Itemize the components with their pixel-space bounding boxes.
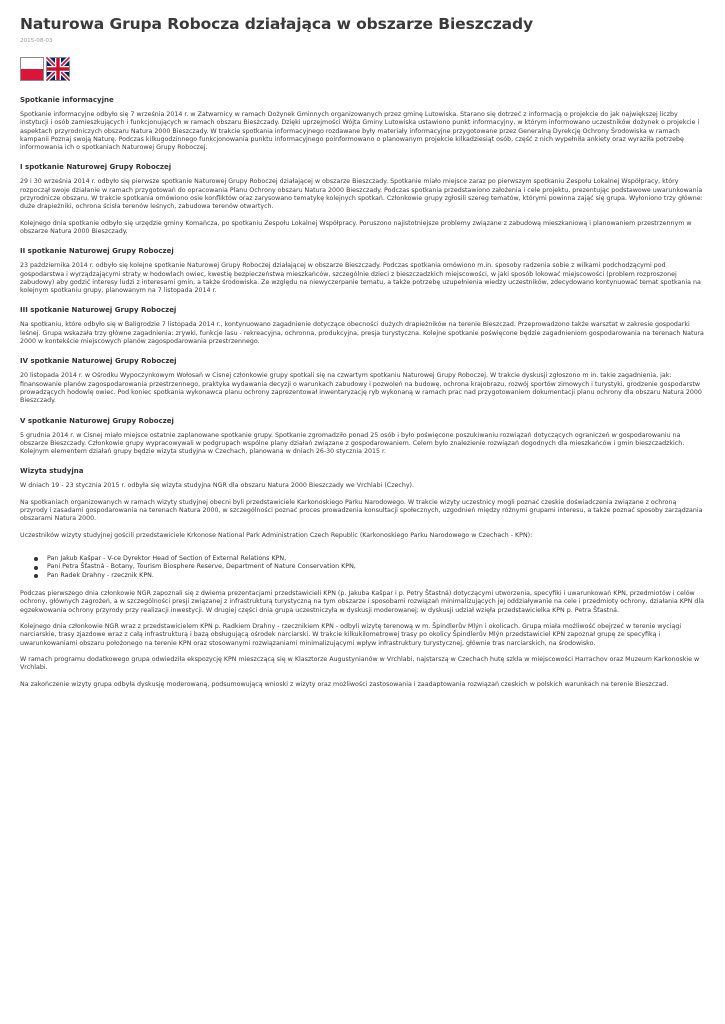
language-en-link[interactable]: [46, 57, 70, 81]
section-paragraph: Na spotkaniu, które odbyło się w Baligrodzie 7 listopada 2014 r., kontynuowano zagadnienie dotyczące obecności dużych drapieżników na terenie Bieszczad. Przeprowadzono także warsztat w zakresie gospodarki leśnej. Grupa wskazała trzy główne zagadnienia: zrywki, funkcje lasu - rekreacyjna, ochronna, produkcyjna, presja turystyczna. Kolejne spotkanie poświęcone będzie zagadnieniom gospodarowania na terenach Natura 2000 w kontekście miejscowych planów zagospodarowania przestrzennego.: [20, 321, 704, 346]
section-heading: II spotkanie Naturowej Grupy Roboczej: [20, 247, 174, 256]
uk-flag-icon: [46, 57, 70, 81]
section-heading: III spotkanie Naturowej Grupy Roboczej: [20, 306, 177, 315]
section-heading: IV spotkanie Naturowej Grupy Roboczej: [20, 357, 177, 366]
section-paragraph: Spotkanie informacyjne odbyło się 7 września 2014 r. w Zatwarnicy w ramach Dożynek Gminnych organizowanych przez gminę Lutowiska. Starano się dotrzeć z informacją o projekcie do jak największej liczby instytucji i osób zamieszkujących i funkcjonujących w ramach obszaru Bieszczady. Dzięki uprzejmości Wójta Gminy Lutowiska ustawiono punkt informacyjny, w którym informowano uczestników dożynek o projekcie i aspektach przyrodniczych obszaru Natura 2000 Bieszczady. W trakcie spotkania informacyjnego rozdawane były materiały informacyjne przygotowane przez Generalną Dyrekcję Ochrony Środowiska w ramach kampanii Poznaj swoją Naturę. Podczas kilkugodzinnego funkcjonowania punktu informacyjnego poinformowano o planowanym projekcie kilkadziesiąt osób, część z nich wypełniła ankiety oraz wyraziła potrzebę informowania ich o spotkaniach Naturowej Grupy Roboczej.: [20, 111, 700, 152]
section-paragraph: 23 października 2014 r. odbyło się kolejne spotkanie Naturowej Grupy Roboczej działającej w obszarze Bieszczady. Podczas spotkania omówiono m.in. sposoby radzenia sobie z wilkami podchodzącymi pod gospodarstwa i wyrządzającymi straty w hodowlach owiec, kwestię bezpieczeństwa mieszkańców, szczególnie dzieci z bieszczadzkich miejscowości, w jaki sposób lokować miejscowości (problem rozproszonej zabudowy) aby godzić interesy ludzi z interesami gmin, a także środowiska. Ze względu na niewyczerpanie tematu, a także potrzebę uzupełnienia wiedzy uczestników, zdecydowano kontynuować temat spotkania na kolejnym spotkaniu grupy, planowanym na 7 listopada 2014 r.: [20, 262, 701, 295]
section-paragraph: Podczas pierwszego dnia członkowie NGR zapoznali się z dwiema prezentacjami przedstawicieli KPN (p. Jakuba Kašpar i p. Petry Šťastná) dotyczącymi utworzenia, specyfiki i uwarunkowań KPN, przedmiotów i celów ochrony, głównych zagrożeń, a w szczególności presji związanej z infrastrukturą turystyczną na tym obszarze i sposobami rozwiązań minimalizujących jej oddziaływanie na cele i przedmioty ochrony, działania KPN dla egzekwowania ochrony przyrody przy realizacji inwestycji. W drugiej części dnia grupa uczestniczyła w dyskusji moderowanej; w dyskusji udział wzięła przedstawicielka KPN p. Petra Šťastná.: [20, 590, 704, 614]
section-paragraph: 29 i 30 września 2014 r. odbyło się pierwsze spotkanie Naturowej Grupy Roboczej działającej w obszarze Bieszczady. Spotkanie miało miejsce zaraz po pierwszym spotkaniu Zespołu Lokalnej Współpracy, który rozpoczął swoje działanie w ramach przygotowań do opracowania Planu Ochrony obszaru Natura 2000 Bieszczady. Podczas spotkania przedstawiono założenia i cele projektu, prezentując podstawowe uwarunkowania przyrodnicze obszaru. W trakcie spotkania omówiono osie konfliktów oraz zarysowano tematykę kolejnych spotkań. Członkowie grupy zgłosili szereg tematów, którymi powinna zająć się grupa. Wyłoniono trzy główne: duże drapieżniki, ochrona ścisła terenów leśnych, zabudowa terenów otwartych.: [20, 178, 703, 211]
polish-flag-icon: [20, 57, 44, 81]
section-paragraph: Uczestników wizyty studyjnej gościli przedstawiciele Krkonose National Park Administration Czech Republic (Karkonoskiego Parku Narodowego w Czechach - KPN):: [20, 531, 533, 539]
participant-list: [20, 555, 705, 580]
list-item: Pan Radek Drahny - rzecznik KPN.: [47, 572, 705, 580]
section-paragraph: W dniach 19 - 23 stycznia 2015 r. odbyła się wizyta studyjna NGR dla obszaru Natura 2000 Bieszczady we Vrchlabi (Czechy).: [20, 482, 415, 490]
section-paragraph: Kolejnego dnia spotkanie odbyło się urzędzie gminy Komańcza, po spotkaniu Zespołu Lokalnej Współpracy. Poruszono najistotniejsze problemy związane z zabudową mieszkaniową i planowaniem przestrzennym w obszarze Natura 2000 Bieszczady.: [20, 219, 692, 235]
list-item: Pan Jakub Kašpar - V-ce Dyrektor Head of Section of External Relations KPN,: [47, 555, 705, 563]
section-paragraph: Na spotkaniach organizowanych w ramach wizyty studyjnej obecni byli przedstawiciele Karkonoskiego Parku Narodowego. W trakcie wizyty uczestnicy mogli poznać czeskie doświadczenia związane z ochroną przyrody i zasadami gospodarowania na terenach Natura 2000, w szczególności poznać proces prowadzenia konsultacji społecznych, uzgodnień między różnymi grupami interesu, a także poznać sposoby zarządzania obszarami Natura 2000.: [20, 498, 703, 523]
section-paragraph: 20 listopada 2014 r. w Ośrodku Wypoczynkowym Wołosań w Cisnej członkowie grupy spotkali się na czwartym spotkaniu Naturowej Grupy Roboczej. W trakcie dyskusji zgłoszono m in. takie zagadnienia, jak: finansowanie planów zagospodarowania przestrzennego, praktyka wydawania decyzji o warunkach zabudowy i pozwoleń na budowę, ochrona krajobrazu, rozwój sportów zimowych i turystyki, grodzenie gospodarstw prowadzących hodowlę owiec. Pod koniec spotkania wykonawca planu ochrony zaprezentował inwentaryzację ryb wykonaną w ramach prac nad przygotowaniem dokumentacji planu ochrony dla obszaru Natura 2000 Bieszczady.: [20, 372, 702, 405]
section-heading: Spotkanie informacyjne: [20, 96, 114, 104]
section-paragraph: Kolejnego dnia członkowie NGR wraz z przedstawicielem KPN p. Radkiem Drahny - rzecznikiem KPN - odbyli wizytę terenową w m. Špindlerův Mlýn i okolicach. Grupa miała możliwość obejrzeć w terenie wyciągi narciarskie, trasy zjazdowe wraz z całą infrastrukturą i bazą obsługującą ośrodek narciarski. W trakcie kilkukilometrowej trasy po okolicy Špindlerův Mlýn przedstawiciel KPN zapoznał grupę ze specyfiką i uwarunkowaniami obszaru położonego na terenie KPN oraz stosowanymi rozwiązaniami minimalizującymi wpływ infrastruktury turystycznej, głównie tras narciarskich, na środowisko.: [20, 623, 682, 647]
publish-date: 2015-08-03: [20, 38, 53, 44]
section-heading: I spotkanie Naturowej Grupy Roboczej: [20, 163, 172, 172]
language-switcher: [20, 57, 705, 81]
section-paragraph: W ramach programu dodatkowego grupa odwiedziła ekspozycję KPN mieszczącą się w Klasztorze Augustynianów w Vrchlabi, najstarszą w Czechach hutę szkła w miejscowości Harrachov oraz Muzeum Karkonoskie w Vrchlabi.: [20, 655, 700, 672]
section-heading: V spotkanie Naturowej Grupy Roboczej: [20, 416, 174, 425]
section-paragraph: Na zakończenie wizyty grupa odbyła dyskusję moderowaną, podsumowującą wnioski z wizyty oraz możliwości zastosowania i zaadaptowania rozwiązań czeskich w polskich warunkach na terenie Bieszczad.: [20, 680, 669, 688]
list-item: Pani Petra Šťastná - Botany, Tourism Biosphere Reserve, Department of Nature Conservation KPN,: [47, 563, 705, 571]
language-pl-link[interactable]: [20, 57, 44, 81]
section-heading: Wizyta studyjna: [20, 467, 84, 476]
page-title: Naturowa Grupa Robocza działająca w obszarze Bieszczady: [20, 15, 534, 33]
section-paragraph: 5 grudnia 2014 r. w Cisnej miało miejsce ostatnie zaplanowane spotkanie grupy. Spotkanie zgromadziło ponad 25 osób i było poświęcone poszukiwaniu rozwiązań dotyczących ograniczeń w gospodarowaniu na obszarze Bieszczady. Członkowie grupy wypracowywali w podgrupach wspólne plany działań związane z gospodarowaniem. Celem było znalezienie rozwiązań dogodnych dla mieszkańców i gmin bieszczadzkich. Kolejnym elementem działań grupy będzie wizyta studyjna w Czechach, planowana w dniach 26-30 stycznia 2015 r.: [20, 431, 685, 456]
